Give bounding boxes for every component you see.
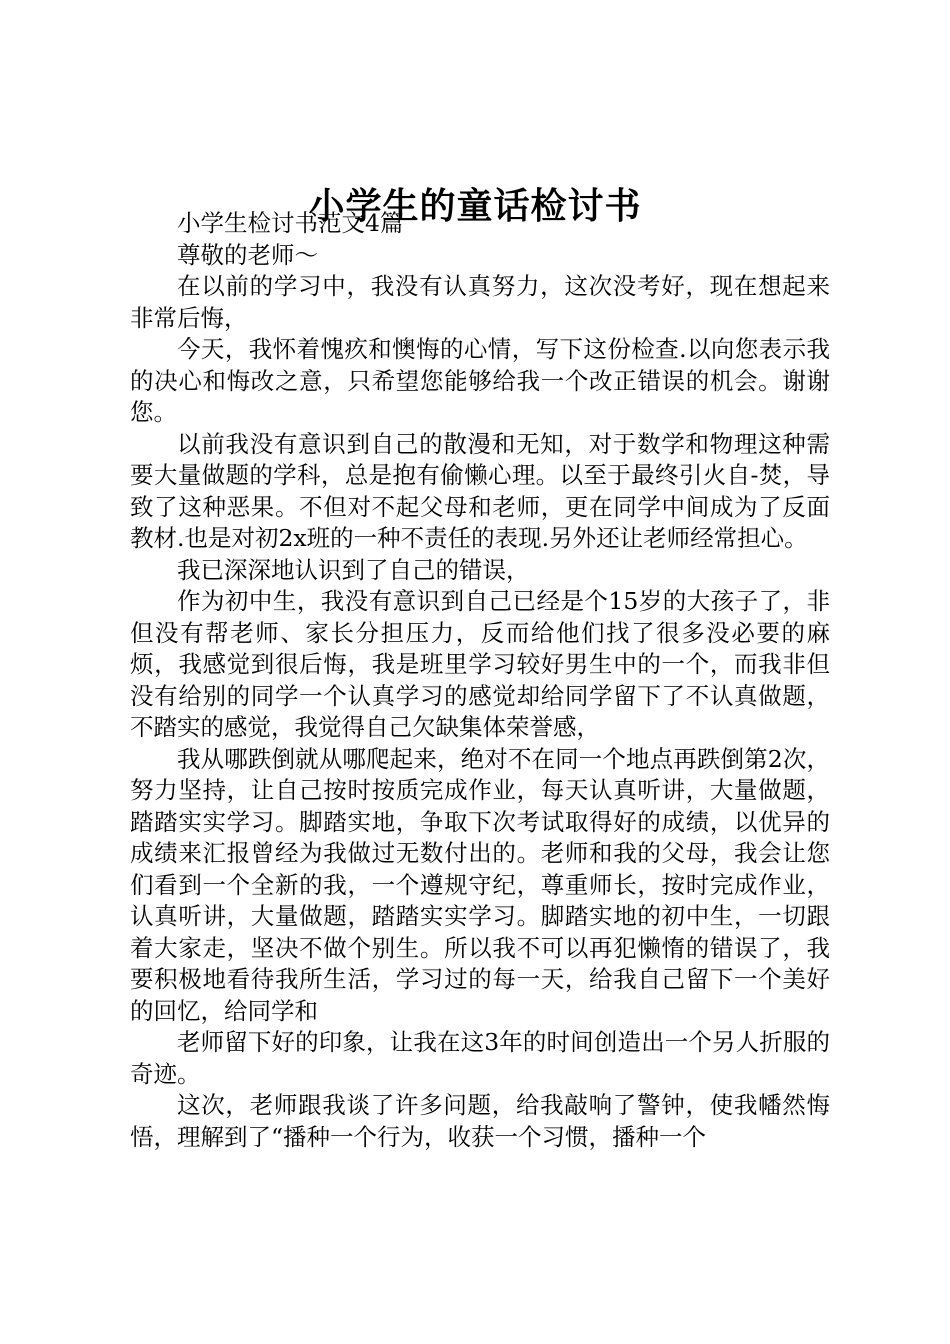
document-body	[130, 208, 830, 1153]
paragraph: 作为初中生，我没有意识到自己已经是个15岁的大孩子了，非但没有帮老师、家长分担压力，反而给他们找了很多没必要的麻烦，我感觉到很后悔，我是班里学习较好男生中的一个，而我非但没有给别的同学一个认真学习的感觉却给同学留下了不认真做题，不踏实的感觉，我觉得自己欠缺集体荣誉感，	[130, 587, 830, 741]
paragraph: 在以前的学习中，我没有认真努力，这次没考好，现在想起来非常后悔，	[130, 272, 830, 332]
paragraph: 我已深深地认识到了自己的错误，	[177, 555, 530, 584]
document-title: 小学生的童话检讨书	[308, 185, 642, 227]
paragraph: 今天，我怀着愧疚和懊悔的心情，写下这份检查.以向您表示我的决心和悔改之意，只希望您能够给我一个改正错误的机会。谢谢您。	[130, 335, 830, 426]
paragraph-subtitle: 小学生检讨书范文4篇	[177, 209, 404, 237]
paragraph: 以前我没有意识到自己的散漫和无知，对于数学和物理这种需要大量做题的学科，总是抱有偷懒心理。以至于最终引火自-焚，导致了这种恶果。不但对不起父母和老师，更在同学中间成为了反面教材.也是对初2x班的一种不责任的表现.另外还让老师经常担心。	[130, 429, 830, 552]
paragraph: 这次，老师跟我谈了许多问题，给我敲响了警钟，使我幡然悔悟，理解到了“播种一个行为，收获一个习惯，播种一个	[130, 1091, 830, 1151]
paragraph-salutation: 尊敬的老师～	[177, 240, 318, 269]
paragraph: 我从哪跌倒就从哪爬起来，绝对不在同一个地点再跌倒第2次，努力坚持，让自己按时按质完成作业，每天认真听讲，大量做题，踏踏实实学习。脚踏实地，争取下次考试取得好的成绩，以优异的成绩来汇报曾经为我做过无数付出的。老师和我的父母，我会让您们看到一个全新的我，一个遵规守纪，尊重师长，按时完成作业，认真听讲，大量做题，踏踏实实学习。脚踏实地的初中生，一切跟着大家走，坚决不做个别生。所以我不可以再犯懒惰的错误了，我要积极地看待我所生活，学习过的每一天，给我自己留下一个美好的回忆，给同学和	[130, 744, 830, 1025]
paragraph: 老师留下好的印象，让我在这3年的时间创造出一个另人折服的奇迹。	[130, 1028, 830, 1088]
